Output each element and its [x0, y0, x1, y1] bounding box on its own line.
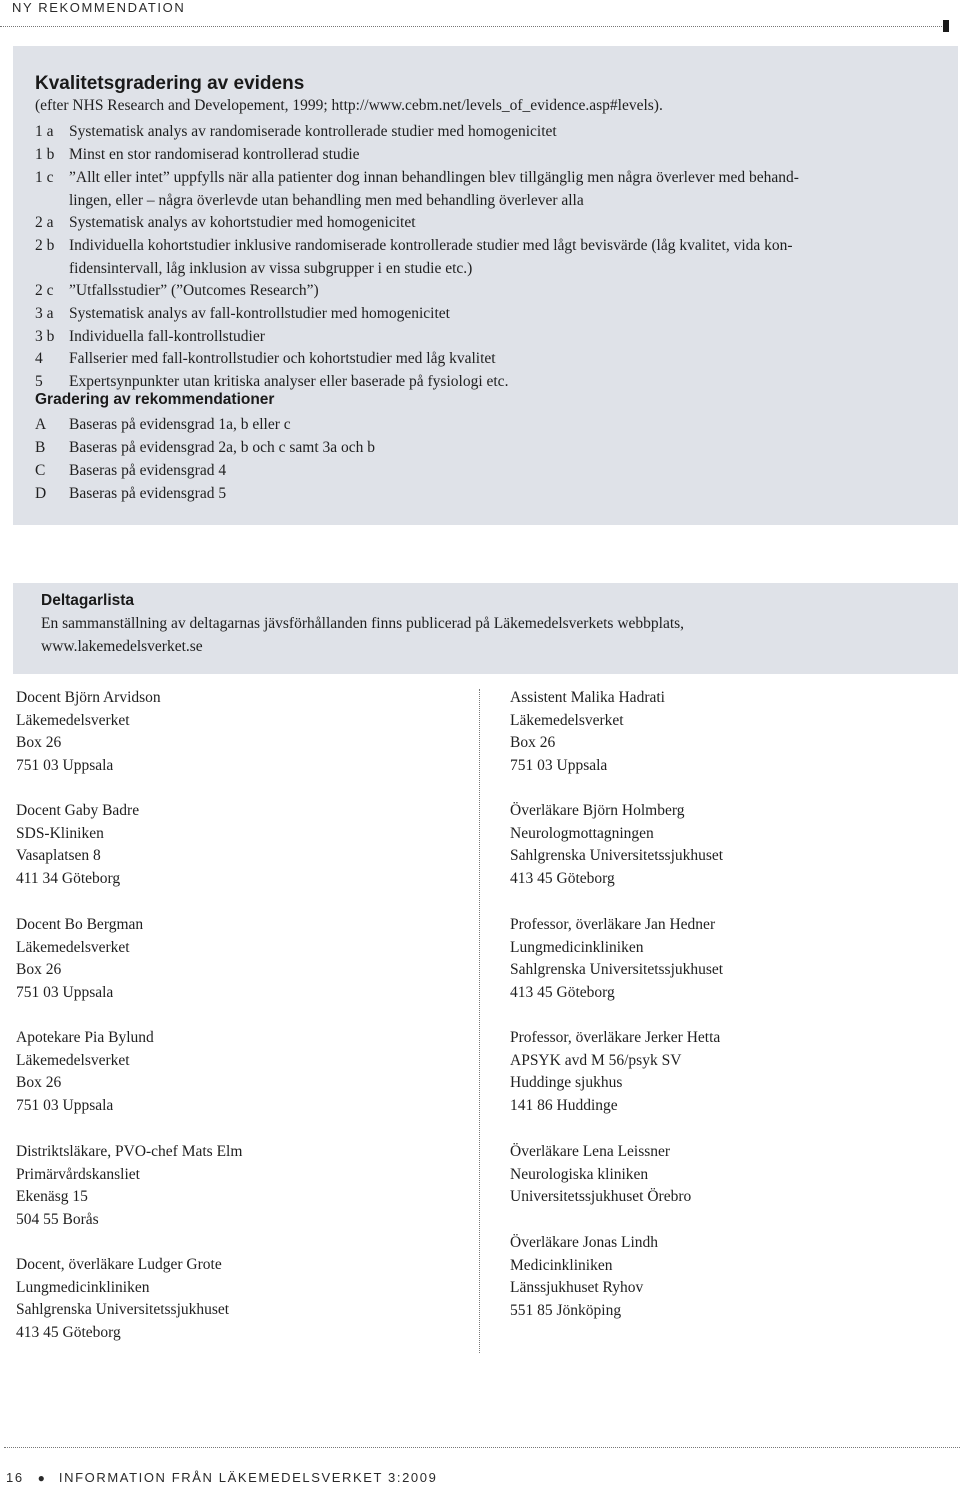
contact-line: SDS-Kliniken	[16, 824, 104, 842]
evidence-code: 3 a	[35, 305, 54, 322]
evidence-text: ”Utfallsstudier” (”Outcomes Research”)	[69, 282, 319, 299]
grade-text: Baseras på evidensgrad 2a, b och c samt 3a och b	[69, 439, 376, 456]
grade-text: Baseras på evidensgrad 1a, b eller c	[69, 416, 291, 433]
evidence-code: 1 c	[35, 169, 54, 186]
contact-line: Medicinkliniken	[510, 1256, 613, 1274]
contact-name: Docent Gaby Badre	[16, 802, 140, 819]
contact-line: Box 26	[16, 1074, 62, 1092]
evidence-title: Kvalitetsgradering av evidens	[35, 73, 305, 94]
contact-line: Ekenäsg 15	[16, 1188, 88, 1206]
contact-line: Primärvårdskansliet	[16, 1165, 140, 1183]
contact-name: Docent, överläkare Ludger Grote	[16, 1256, 222, 1273]
page-footer	[6, 1470, 437, 1485]
grade-text: Baseras på evidensgrad 4	[69, 462, 227, 479]
contact-name: Överläkare Jonas Lindh	[510, 1234, 659, 1251]
bullet-icon: ●	[37, 1471, 45, 1485]
contact-line: Läkemedelsverket	[16, 1051, 130, 1069]
contact-card	[510, 800, 723, 891]
evidence-code: 4	[35, 350, 43, 367]
participants-title: Deltagarlista	[41, 592, 135, 609]
contact-line: Box 26	[510, 734, 556, 752]
evidence-text-continued: lingen, eller – några överlevde utan behandling men med behandling överlever alla	[69, 192, 584, 209]
contact-line: 751 03 Uppsala	[510, 757, 608, 775]
contact-line: 411 34 Göteborg	[16, 870, 121, 888]
contact-card	[16, 914, 143, 1005]
grade-code: A	[35, 416, 47, 433]
contact-line: Sahlgrenska Universitetssjukhuset	[16, 1301, 230, 1319]
contact-line: 751 03 Uppsala	[16, 757, 114, 775]
contact-line: 751 03 Uppsala	[16, 1097, 114, 1115]
footer-divider	[4, 1447, 960, 1448]
contact-name: Apotekare Pia Bylund	[16, 1029, 154, 1046]
evidence-code: 2 b	[35, 237, 55, 254]
grade-code: D	[35, 485, 47, 502]
evidence-code: 2 c	[35, 282, 54, 299]
participants-website: www.lakemedelsverket.se	[41, 638, 203, 655]
contact-line: Läkemedelsverket	[16, 711, 130, 729]
evidence-text: Minst en stor randomiserad kontrollerad studie	[69, 146, 360, 163]
contact-card	[510, 1141, 691, 1209]
contact-name: Docent Bo Bergman	[16, 916, 144, 933]
contact-line: Lungmedicinkliniken	[16, 1278, 150, 1296]
header-divider	[0, 26, 946, 27]
contact-line: 551 85 Jönköping	[510, 1302, 622, 1320]
section-label: NY REKOMMENDATION	[12, 0, 186, 15]
contact-name: Överläkare Björn Holmberg	[510, 802, 685, 819]
contact-card	[510, 1027, 720, 1118]
contact-line: Vasaplatsen 8	[16, 847, 101, 865]
contact-name: Professor, överläkare Jan Hedner	[510, 916, 716, 933]
participants-description: En sammanställning av deltagarnas jävsförhållanden finns publicerad på Läkemedelsverkets webbplats,	[41, 615, 685, 632]
publication-title: INFORMATION FRÅN LÄKEMEDELSVERKET 3:2009	[58, 1470, 438, 1485]
evidence-text: Fallserier med fall-kontrollstudier och kohortstudier med låg kvalitet	[69, 350, 496, 367]
evidence-code: 1 b	[35, 146, 55, 163]
contact-name: Docent Björn Arvidson	[16, 689, 161, 706]
evidence-code: 1 a	[35, 123, 54, 140]
contact-card	[510, 1232, 658, 1323]
contact-line: Huddinge sjukhus	[510, 1074, 623, 1092]
contact-line: 413 45 Göteborg	[16, 1324, 121, 1342]
grade-text: Baseras på evidensgrad 5	[69, 485, 227, 502]
column-divider	[479, 689, 480, 1353]
contact-card	[16, 1027, 154, 1118]
contact-name: Distriktsläkare, PVO-chef Mats Elm	[16, 1143, 243, 1160]
header-marker	[943, 20, 949, 32]
grade-code: B	[35, 439, 46, 456]
contact-line: 751 03 Uppsala	[16, 984, 114, 1002]
evidence-text-continued: fidensintervall, låg inklusion av vissa subgrupper i en studie etc.)	[69, 260, 473, 277]
contact-line: Läkemedelsverket	[510, 711, 624, 729]
evidence-code: 3 b	[35, 328, 55, 345]
evidence-code: 5	[35, 373, 43, 390]
contact-line: 413 45 Göteborg	[510, 984, 615, 1002]
contact-line: Universitetssjukhuset Örebro	[510, 1188, 692, 1206]
contact-card	[510, 687, 665, 778]
evidence-text: ”Allt eller intet” uppfylls när alla patienter dog innan behandlingen blev tillgänglig men några överlever med behand-	[69, 169, 799, 186]
contact-card	[16, 687, 161, 778]
evidence-text: Individuella fall-kontrollstudier	[69, 328, 265, 345]
contact-line: Box 26	[16, 734, 62, 752]
evidence-text: Systematisk analys av fall-kontrollstudier med homogenicitet	[69, 305, 450, 322]
page-number: 16	[6, 1470, 24, 1485]
contact-line: Neurologiska kliniken	[510, 1165, 649, 1183]
contact-card	[16, 1254, 229, 1345]
contact-line: Neurologmottagningen	[510, 824, 654, 842]
contact-line: 504 55 Borås	[16, 1211, 99, 1229]
contact-name: Assistent Malika Hadrati	[510, 689, 665, 706]
evidence-text: Systematisk analys av randomiserade kontrollerade studier med homogenicitet	[69, 123, 557, 140]
contact-line: Länssjukhuset Ryhov	[510, 1279, 644, 1297]
contact-name: Professor, överläkare Jerker Hetta	[510, 1029, 721, 1046]
evidence-subtitle: (efter NHS Research and Developement, 1999; http://www.cebm.net/levels_of_evidence.asp#levels).	[35, 97, 663, 114]
contact-line: Sahlgrenska Universitetssjukhuset	[510, 961, 724, 979]
contact-line: Sahlgrenska Universitetssjukhuset	[510, 847, 724, 865]
contact-line: Box 26	[16, 961, 62, 979]
evidence-text: Systematisk analys av kohortstudier med homogenicitet	[69, 214, 416, 231]
evidence-code: 2 a	[35, 214, 54, 231]
contact-line: Läkemedelsverket	[16, 938, 130, 956]
evidence-text: Individuella kohortstudier inklusive randomiserade kontrollerade studier med lågt bevisvärde (låg kvalitet, vida kon-	[69, 237, 793, 254]
contact-line: 413 45 Göteborg	[510, 870, 615, 888]
contact-card	[16, 800, 139, 891]
contact-line: Lungmedicinkliniken	[510, 938, 644, 956]
evidence-text: Expertsynpunkter utan kritiska analyser eller baserade på fysiologi etc.	[69, 373, 509, 390]
contact-card	[16, 1141, 242, 1232]
contact-line: 141 86 Huddinge	[510, 1097, 618, 1115]
contact-card	[510, 914, 723, 1005]
contact-line: APSYK avd M 56/psyk SV	[510, 1051, 682, 1069]
contact-name: Överläkare Lena Leissner	[510, 1143, 671, 1160]
grading-title: Gradering av rekommendationer	[35, 391, 275, 408]
grade-code: C	[35, 462, 46, 479]
